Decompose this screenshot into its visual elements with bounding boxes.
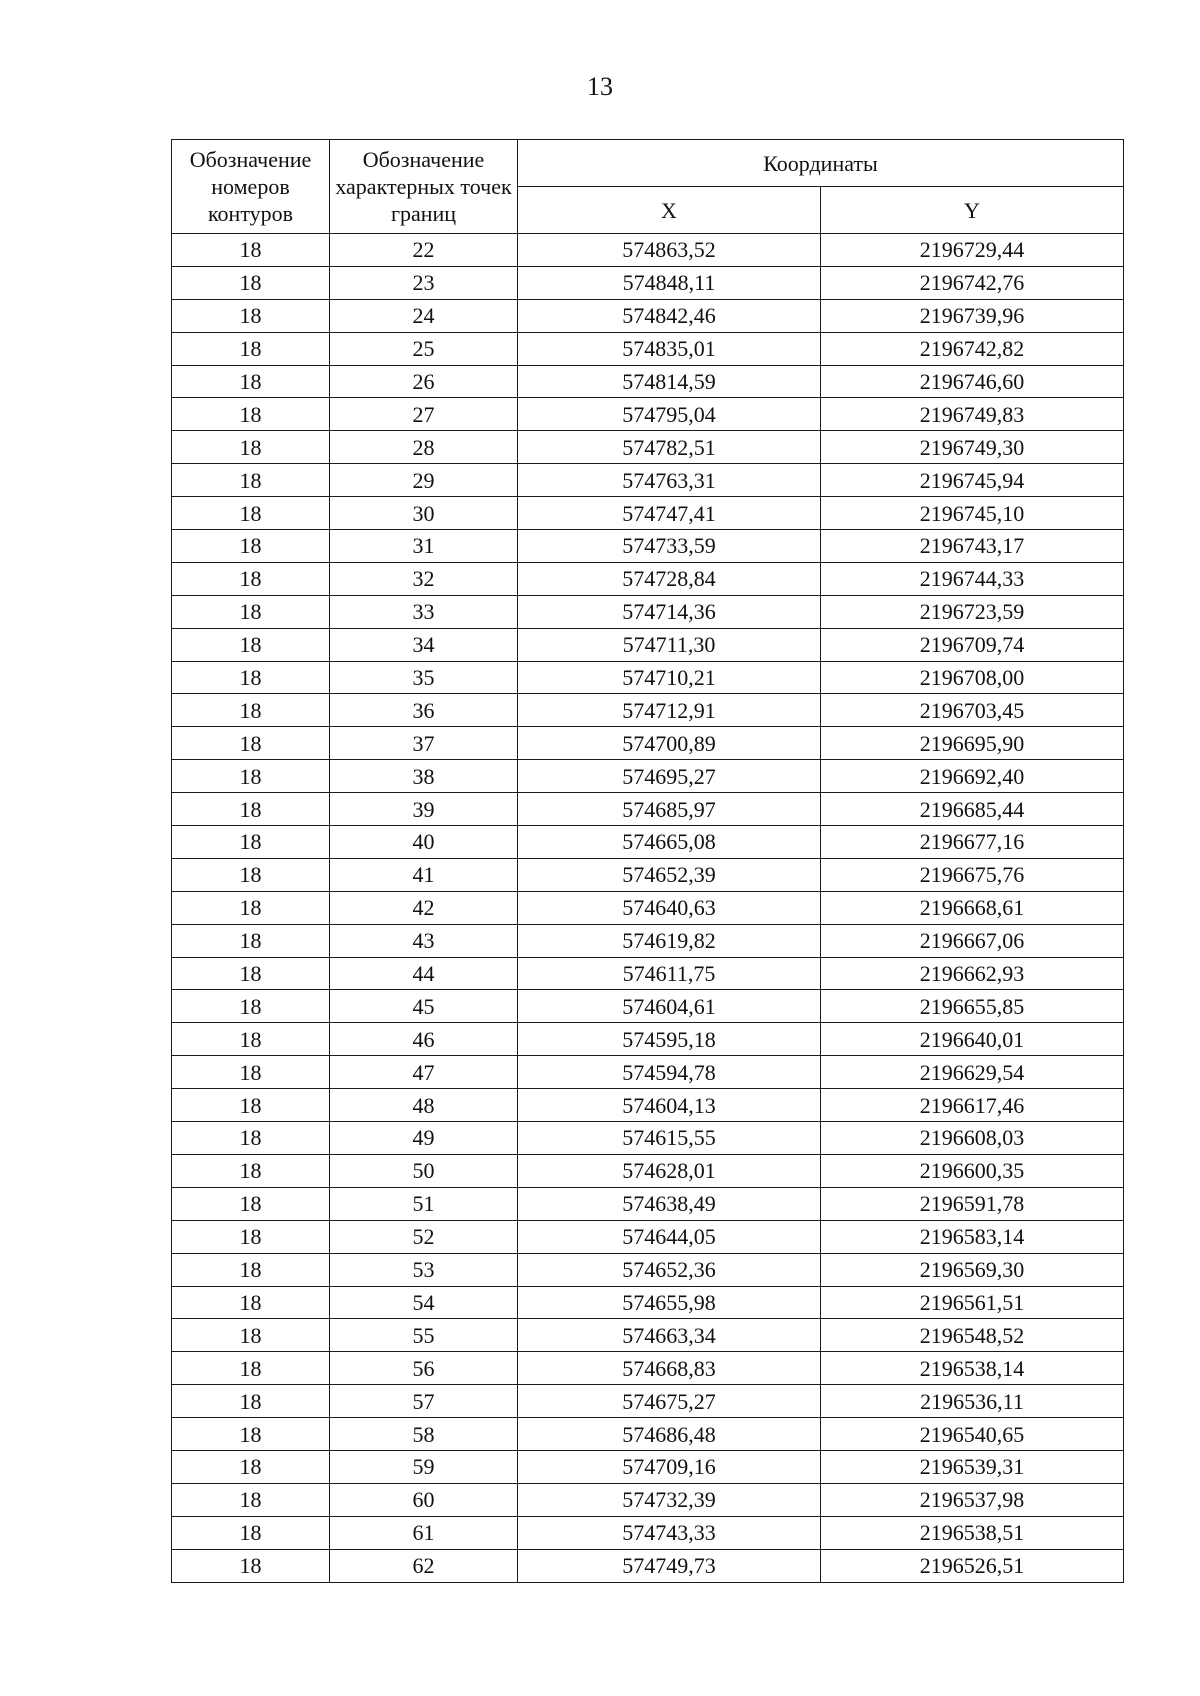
cell-x: 574749,73 <box>518 1549 821 1582</box>
cell-x: 574652,39 <box>518 858 821 891</box>
table-row <box>172 595 1124 628</box>
cell-y: 2196709,74 <box>821 628 1124 661</box>
cell-x: 574733,59 <box>518 530 821 563</box>
cell-y: 2196600,35 <box>821 1154 1124 1187</box>
cell-contour: 18 <box>172 957 330 990</box>
table-row <box>172 1483 1124 1516</box>
table-row <box>172 760 1124 793</box>
cell-x: 574711,30 <box>518 628 821 661</box>
cell-x: 574747,41 <box>518 497 821 530</box>
cell-x: 574644,05 <box>518 1220 821 1253</box>
cell-x: 574743,33 <box>518 1516 821 1549</box>
table-row <box>172 826 1124 859</box>
cell-point: 58 <box>330 1418 518 1451</box>
cell-point: 57 <box>330 1385 518 1418</box>
cell-contour: 18 <box>172 1122 330 1155</box>
table-row <box>172 497 1124 530</box>
cell-y: 2196742,82 <box>821 332 1124 365</box>
table-row <box>172 924 1124 957</box>
cell-contour: 18 <box>172 924 330 957</box>
cell-contour: 18 <box>172 1220 330 1253</box>
cell-contour: 18 <box>172 1319 330 1352</box>
cell-x: 574604,13 <box>518 1089 821 1122</box>
cell-x: 574795,04 <box>518 398 821 431</box>
cell-point: 44 <box>330 957 518 990</box>
table-row <box>172 957 1124 990</box>
cell-point: 47 <box>330 1056 518 1089</box>
header-contour-numbers: Обозначение номеров контуров <box>172 140 330 234</box>
cell-contour: 18 <box>172 1154 330 1187</box>
table-row <box>172 1253 1124 1286</box>
cell-contour: 18 <box>172 595 330 628</box>
cell-y: 2196655,85 <box>821 990 1124 1023</box>
cell-point: 46 <box>330 1023 518 1056</box>
cell-x: 574685,97 <box>518 793 821 826</box>
cell-point: 53 <box>330 1253 518 1286</box>
cell-x: 574595,18 <box>518 1023 821 1056</box>
cell-point: 54 <box>330 1286 518 1319</box>
cell-x: 574686,48 <box>518 1418 821 1451</box>
cell-contour: 18 <box>172 497 330 530</box>
cell-point: 23 <box>330 266 518 299</box>
cell-contour: 18 <box>172 826 330 859</box>
cell-point: 56 <box>330 1352 518 1385</box>
cell-x: 574709,16 <box>518 1450 821 1483</box>
cell-point: 61 <box>330 1516 518 1549</box>
cell-contour: 18 <box>172 431 330 464</box>
cell-point: 52 <box>330 1220 518 1253</box>
cell-x: 574615,55 <box>518 1122 821 1155</box>
cell-point: 28 <box>330 431 518 464</box>
header-y: Y <box>821 187 1124 234</box>
table-row <box>172 365 1124 398</box>
cell-y: 2196662,93 <box>821 957 1124 990</box>
table-row <box>172 1089 1124 1122</box>
cell-point: 40 <box>330 826 518 859</box>
cell-point: 60 <box>330 1483 518 1516</box>
cell-contour: 18 <box>172 1549 330 1582</box>
table-row <box>172 1450 1124 1483</box>
cell-contour: 18 <box>172 1023 330 1056</box>
table-row <box>172 562 1124 595</box>
table-row <box>172 727 1124 760</box>
cell-y: 2196617,46 <box>821 1089 1124 1122</box>
table-row <box>172 793 1124 826</box>
cell-y: 2196569,30 <box>821 1253 1124 1286</box>
cell-x: 574714,36 <box>518 595 821 628</box>
cell-y: 2196692,40 <box>821 760 1124 793</box>
table-row <box>172 661 1124 694</box>
cell-y: 2196536,11 <box>821 1385 1124 1418</box>
cell-y: 2196745,10 <box>821 497 1124 530</box>
cell-y: 2196685,44 <box>821 793 1124 826</box>
cell-contour: 18 <box>172 1352 330 1385</box>
table-row <box>172 398 1124 431</box>
cell-x: 574663,34 <box>518 1319 821 1352</box>
cell-y: 2196538,14 <box>821 1352 1124 1385</box>
cell-y: 2196739,96 <box>821 299 1124 332</box>
header-boundary-points: Обозначение характерных точек границ <box>330 140 518 234</box>
cell-y: 2196744,33 <box>821 562 1124 595</box>
table-row <box>172 1286 1124 1319</box>
cell-x: 574695,27 <box>518 760 821 793</box>
cell-point: 38 <box>330 760 518 793</box>
cell-y: 2196540,65 <box>821 1418 1124 1451</box>
cell-y: 2196742,76 <box>821 266 1124 299</box>
table-row <box>172 1056 1124 1089</box>
header-x: X <box>518 187 821 234</box>
cell-contour: 18 <box>172 891 330 924</box>
cell-y: 2196708,00 <box>821 661 1124 694</box>
cell-contour: 18 <box>172 1056 330 1089</box>
cell-contour: 18 <box>172 1516 330 1549</box>
cell-x: 574728,84 <box>518 562 821 595</box>
cell-contour: 18 <box>172 694 330 727</box>
cell-point: 31 <box>330 530 518 563</box>
table-row <box>172 628 1124 661</box>
cell-contour: 18 <box>172 398 330 431</box>
cell-y: 2196749,83 <box>821 398 1124 431</box>
cell-point: 49 <box>330 1122 518 1155</box>
cell-y: 2196591,78 <box>821 1187 1124 1220</box>
cell-y: 2196675,76 <box>821 858 1124 891</box>
cell-y: 2196640,01 <box>821 1023 1124 1056</box>
cell-x: 574652,36 <box>518 1253 821 1286</box>
cell-point: 37 <box>330 727 518 760</box>
cell-contour: 18 <box>172 661 330 694</box>
header-row-top <box>172 140 1124 187</box>
table-row <box>172 1220 1124 1253</box>
cell-x: 574732,39 <box>518 1483 821 1516</box>
cell-x: 574611,75 <box>518 957 821 990</box>
cell-y: 2196583,14 <box>821 1220 1124 1253</box>
cell-contour: 18 <box>172 365 330 398</box>
cell-y: 2196745,94 <box>821 464 1124 497</box>
cell-contour: 18 <box>172 464 330 497</box>
cell-y: 2196526,51 <box>821 1549 1124 1582</box>
cell-point: 55 <box>330 1319 518 1352</box>
cell-x: 574628,01 <box>518 1154 821 1187</box>
cell-point: 32 <box>330 562 518 595</box>
cell-point: 24 <box>330 299 518 332</box>
table-row <box>172 464 1124 497</box>
cell-x: 574863,52 <box>518 234 821 267</box>
cell-contour: 18 <box>172 1286 330 1319</box>
table-row <box>172 891 1124 924</box>
cell-contour: 18 <box>172 299 330 332</box>
cell-point: 42 <box>330 891 518 924</box>
cell-contour: 18 <box>172 760 330 793</box>
cell-point: 39 <box>330 793 518 826</box>
table-row <box>172 299 1124 332</box>
table-row <box>172 1122 1124 1155</box>
cell-contour: 18 <box>172 1253 330 1286</box>
table-row <box>172 694 1124 727</box>
cell-point: 30 <box>330 497 518 530</box>
cell-y: 2196539,31 <box>821 1450 1124 1483</box>
cell-y: 2196703,45 <box>821 694 1124 727</box>
cell-y: 2196561,51 <box>821 1286 1124 1319</box>
cell-x: 574655,98 <box>518 1286 821 1319</box>
cell-y: 2196746,60 <box>821 365 1124 398</box>
table-row <box>172 431 1124 464</box>
cell-point: 50 <box>330 1154 518 1187</box>
cell-contour: 18 <box>172 1483 330 1516</box>
cell-y: 2196677,16 <box>821 826 1124 859</box>
cell-point: 51 <box>330 1187 518 1220</box>
cell-x: 574712,91 <box>518 694 821 727</box>
cell-contour: 18 <box>172 562 330 595</box>
cell-x: 574782,51 <box>518 431 821 464</box>
cell-x: 574675,27 <box>518 1385 821 1418</box>
cell-y: 2196729,44 <box>821 234 1124 267</box>
cell-contour: 18 <box>172 858 330 891</box>
cell-point: 36 <box>330 694 518 727</box>
cell-contour: 18 <box>172 990 330 1023</box>
table-row <box>172 1352 1124 1385</box>
cell-x: 574710,21 <box>518 661 821 694</box>
cell-x: 574848,11 <box>518 266 821 299</box>
cell-x: 574814,59 <box>518 365 821 398</box>
cell-x: 574665,08 <box>518 826 821 859</box>
cell-point: 35 <box>330 661 518 694</box>
cell-y: 2196537,98 <box>821 1483 1124 1516</box>
cell-y: 2196548,52 <box>821 1319 1124 1352</box>
cell-point: 59 <box>330 1450 518 1483</box>
cell-point: 25 <box>330 332 518 365</box>
cell-y: 2196608,03 <box>821 1122 1124 1155</box>
table-row <box>172 1385 1124 1418</box>
table-body <box>172 234 1124 1583</box>
cell-contour: 18 <box>172 1385 330 1418</box>
cell-point: 33 <box>330 595 518 628</box>
table-row <box>172 1549 1124 1582</box>
cell-y: 2196668,61 <box>821 891 1124 924</box>
table-row <box>172 1516 1124 1549</box>
cell-point: 34 <box>330 628 518 661</box>
page-number: 13 <box>587 72 613 101</box>
table-row <box>172 1418 1124 1451</box>
table-row <box>172 990 1124 1023</box>
cell-y: 2196743,17 <box>821 530 1124 563</box>
table-row <box>172 1319 1124 1352</box>
cell-contour: 18 <box>172 1450 330 1483</box>
cell-point: 48 <box>330 1089 518 1122</box>
cell-contour: 18 <box>172 332 330 365</box>
coordinates-table <box>171 139 1124 1583</box>
cell-x: 574842,46 <box>518 299 821 332</box>
cell-contour: 18 <box>172 266 330 299</box>
cell-x: 574835,01 <box>518 332 821 365</box>
cell-y: 2196667,06 <box>821 924 1124 957</box>
cell-y: 2196538,51 <box>821 1516 1124 1549</box>
table-row <box>172 234 1124 267</box>
cell-contour: 18 <box>172 1187 330 1220</box>
table-row <box>172 266 1124 299</box>
header-coordinates: Координаты <box>518 140 1124 187</box>
cell-y: 2196695,90 <box>821 727 1124 760</box>
cell-point: 22 <box>330 234 518 267</box>
cell-contour: 18 <box>172 1418 330 1451</box>
cell-contour: 18 <box>172 1089 330 1122</box>
cell-x: 574640,63 <box>518 891 821 924</box>
table-row <box>172 332 1124 365</box>
cell-point: 45 <box>330 990 518 1023</box>
cell-contour: 18 <box>172 793 330 826</box>
cell-x: 574619,82 <box>518 924 821 957</box>
cell-y: 2196749,30 <box>821 431 1124 464</box>
table-row <box>172 1154 1124 1187</box>
table-row <box>172 530 1124 563</box>
cell-y: 2196723,59 <box>821 595 1124 628</box>
cell-x: 574700,89 <box>518 727 821 760</box>
cell-x: 574594,78 <box>518 1056 821 1089</box>
cell-contour: 18 <box>172 727 330 760</box>
cell-x: 574668,83 <box>518 1352 821 1385</box>
table-row <box>172 1023 1124 1056</box>
cell-x: 574638,49 <box>518 1187 821 1220</box>
cell-point: 41 <box>330 858 518 891</box>
cell-point: 29 <box>330 464 518 497</box>
cell-point: 26 <box>330 365 518 398</box>
table-header <box>172 140 1124 234</box>
table-row <box>172 1187 1124 1220</box>
table-row <box>172 858 1124 891</box>
cell-x: 574763,31 <box>518 464 821 497</box>
cell-point: 62 <box>330 1549 518 1582</box>
cell-x: 574604,61 <box>518 990 821 1023</box>
cell-contour: 18 <box>172 234 330 267</box>
cell-contour: 18 <box>172 628 330 661</box>
cell-y: 2196629,54 <box>821 1056 1124 1089</box>
cell-point: 43 <box>330 924 518 957</box>
cell-point: 27 <box>330 398 518 431</box>
cell-contour: 18 <box>172 530 330 563</box>
